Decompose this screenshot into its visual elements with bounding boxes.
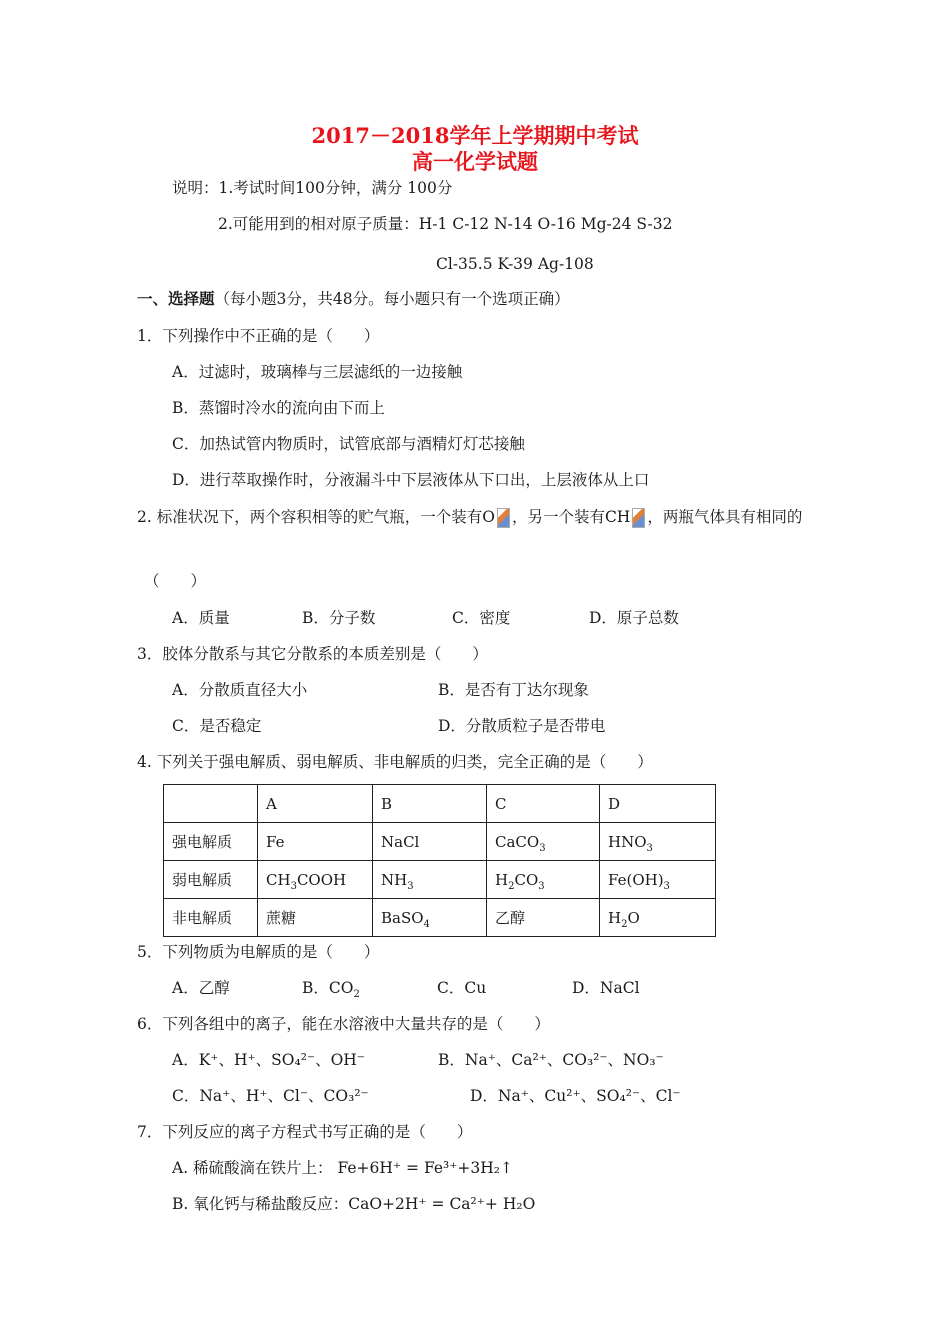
table-cell: $NH_3$ bbox=[373, 861, 487, 899]
section-title: 一、选择题 bbox=[137, 289, 215, 308]
table-cell: 乙醇 bbox=[487, 899, 600, 937]
q2-stem bbox=[137, 507, 802, 528]
q4-stem: 4. 下列关于强电解质、弱电解质、非电解质的归类，完全正确的是（ ） bbox=[137, 753, 653, 771]
q3-option-a: A．分散质直径大小 bbox=[172, 681, 308, 699]
row-label-strong: 强电解质 bbox=[164, 823, 258, 861]
q7-stem: 7．下列反应的离子方程式书写正确的是（ ） bbox=[137, 1123, 473, 1141]
q5-stem: 5．下列物质为电解质的是（ ） bbox=[137, 943, 380, 961]
q6-option-a: A．K⁺、H⁺、SO₄²⁻、OH⁻ bbox=[172, 1051, 365, 1069]
broken-image-icon bbox=[632, 508, 645, 528]
q2-stem-part1: 2. 标准状况下，两个容积相等的贮气瓶，一个装有O bbox=[137, 508, 495, 526]
table-cell: $H_2CO_3$ bbox=[487, 861, 600, 899]
q3-option-b: B．是否有丁达尔现象 bbox=[438, 681, 589, 699]
note-1: 说明：1.考试时间100分钟，满分 100分 bbox=[172, 179, 453, 197]
q5-option-b: B．$CO_2$ bbox=[302, 979, 360, 1001]
table-row bbox=[164, 899, 716, 937]
table-row bbox=[164, 861, 716, 899]
q5-option-d: D．NaCl bbox=[572, 979, 640, 997]
q1-option-b: B．蒸馏时冷水的流向由下而上 bbox=[172, 399, 385, 417]
table-cell: 蔗糖 bbox=[258, 899, 373, 937]
exam-title: 2017－2018学年上学期期中考试 bbox=[311, 123, 639, 148]
q1-option-c: C．加热试管内物质时，试管底部与酒精灯灯芯接触 bbox=[172, 435, 525, 453]
q1-stem: 1．下列操作中不正确的是（ ） bbox=[137, 327, 380, 345]
table-row bbox=[164, 785, 716, 823]
table-cell: $H_2O$ bbox=[600, 899, 716, 937]
q6-option-d: D．Na⁺、Cu²⁺、SO₄²⁻、Cl⁻ bbox=[470, 1087, 681, 1105]
q2-stem-part3: ，两瓶气体具有相同的 bbox=[647, 508, 803, 526]
q2-option-a: A．质量 bbox=[172, 609, 230, 627]
note-3: Cl-35.5 K-39 Ag-108 bbox=[436, 255, 594, 273]
row-label-non: 非电解质 bbox=[164, 899, 258, 937]
table-cell: BaSO$_4$ bbox=[373, 899, 487, 937]
table-cell bbox=[164, 785, 258, 823]
table-header-a: A bbox=[258, 785, 373, 823]
table-header-d: D bbox=[600, 785, 716, 823]
broken-image-icon bbox=[497, 508, 510, 528]
table-header-b: B bbox=[373, 785, 487, 823]
table-cell: $HNO_3$ bbox=[600, 823, 716, 861]
q2-answer-paren: （ ） bbox=[144, 572, 207, 590]
note-2: 2.可能用到的相对原子质量：H-1 C-12 N-14 O-16 Mg-24 S-32 bbox=[218, 215, 673, 233]
table-cell: $CH_3COOH$ bbox=[258, 861, 373, 899]
electrolyte-table bbox=[163, 784, 716, 937]
q7-option-a: A. 稀硫酸滴在铁片上： Fe+6H⁺ = Fe³⁺+3H₂↑ bbox=[172, 1159, 513, 1177]
q6-option-b: B．Na⁺、Ca²⁺、CO₃²⁻、NO₃⁻ bbox=[438, 1051, 664, 1069]
q5-option-a: A．乙醇 bbox=[172, 979, 230, 997]
row-label-weak: 弱电解质 bbox=[164, 861, 258, 899]
q6-option-c: C．Na⁺、H⁺、Cl⁻、CO₃²⁻ bbox=[172, 1087, 369, 1105]
q2-option-c: C．密度 bbox=[452, 609, 511, 627]
q1-option-d: D．进行萃取操作时，分液漏斗中下层液体从下口出，上层液体从上口 bbox=[172, 471, 650, 489]
q7-option-b: B. 氧化钙与稀盐酸反应：CaO+2H⁺ = Ca²⁺+ H₂O bbox=[172, 1195, 536, 1213]
exam-subtitle: 高一化学试题 bbox=[412, 149, 538, 174]
q5-option-c: C．Cu bbox=[437, 979, 487, 997]
q2-option-b: B．分子数 bbox=[302, 609, 376, 627]
q2-option-d: D．原子总数 bbox=[589, 609, 679, 627]
section-header bbox=[137, 289, 570, 309]
q3-stem: 3．胶体分散系与其它分散系的本质差别是（ ） bbox=[137, 645, 488, 663]
q6-stem: 6．下列各组中的离子，能在水溶液中大量共存的是（ ） bbox=[137, 1015, 550, 1033]
table-cell: Fe bbox=[258, 823, 373, 861]
table-header-c: C bbox=[487, 785, 600, 823]
q3-option-d: D．分散质粒子是否带电 bbox=[438, 717, 606, 735]
table-cell: CaCO$_3$ bbox=[487, 823, 600, 861]
table-cell: $Fe(OH)_3$ bbox=[600, 861, 716, 899]
q1-option-a: A．过滤时，玻璃棒与三层滤纸的一边接触 bbox=[172, 363, 463, 381]
q2-stem-part2: ，另一个装有CH bbox=[511, 508, 631, 526]
table-cell: NaCl bbox=[373, 823, 487, 861]
q3-option-c: C．是否稳定 bbox=[172, 717, 262, 735]
table-row bbox=[164, 823, 716, 861]
section-rule: （每小题3分，共48分。每小题只有一个选项正确） bbox=[214, 290, 570, 308]
